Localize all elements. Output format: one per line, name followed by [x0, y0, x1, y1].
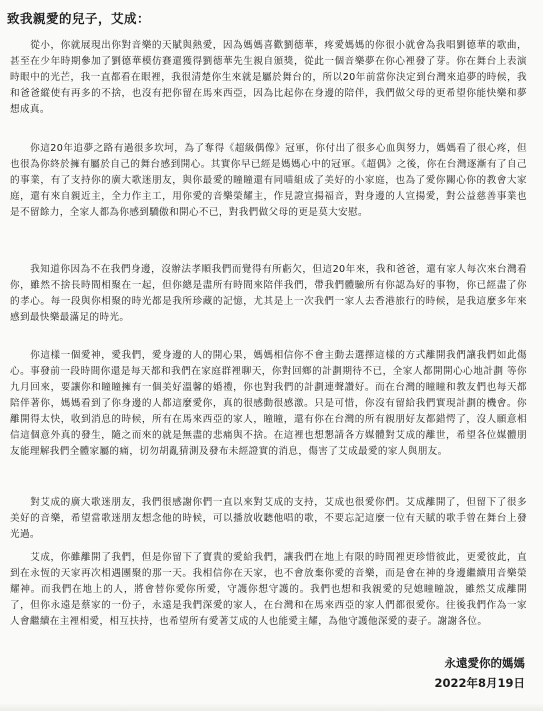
- paragraph-2: [10, 141, 527, 221]
- paragraph-5-text: 對艾成的廣大歌迷朋友，我們很感謝你們一直以來對艾成的支持，艾成也很愛你們。艾成離開了，但留下了很多美好的音樂，希望當歌迷朋友想念他的時候，可以播放收聽他唱的歌，不要忘記這麼一位有天賦的歌手曾在舞台上發光過。: [10, 497, 527, 540]
- letter-heading: 致我親愛的兒子，艾成：: [7, 11, 151, 26]
- paragraph-5: [10, 495, 527, 543]
- paragraph-4-text: 你這樣一個愛神，愛我們，愛身邊的人的開心果，媽媽相信你不會主動去選擇這樣的方式離開我們讓我們如此傷心。事發前一段時間你還是每天都和我們在家庭群裡聊天，你對回鄉的計劃期待不已，全家人都開開心心地計劃 等你九月回來，要讓你和瞳瞳擁有一個美好溫馨的婚禮，你也對我們的計劃連聲讚好。而在台灣的瞳瞳和教友們也每天都陪伴著你，媽媽看到了你身邊的人都這麼愛你，真的很感動很感激。只是可惜，你沒有留給我們實現計劃的機會。你離開得太快，收到消息的時候，所有在馬來西亞的家人，瞳瞳，還有你在台灣的所有親朋好友都錯愕了，沒人願意相信這個意外真的發生，隨之而來的就是無盡的悲痛與不捨。在這裡也想懇請各方媒體對艾成的離世，希望各位媒體朋友能理解我們全體家屬的痛，切勿胡亂猜測及發布未經證實的消息，傷害了艾成最愛的家人與朋友。: [10, 350, 527, 457]
- paragraph-3-text: 我知道你因為不在我們身邊，沒辦法孝順我們而覺得有所虧欠，但這20年來，我和爸爸，還有家人每次來台灣看你，雖然不捨長時間相聚在一起，但你總是盡所有時間來陪伴我們，帶我們體驗所有你認為好的事物，你已經盡了你的孝心。每一段與你相聚的時光都是我所珍藏的記憶，尤其是上一次我們一家人去香港旅行的時候，是我這麼多年來感到最快樂最滿足的時光。: [10, 264, 527, 323]
- paragraph-2-text: 你這20年追夢之路有過很多坎坷，為了奪得《超級偶像》冠軍，你付出了很多心血與努力，媽媽看了很心疼，但也很為你終於擁有屬於自己的舞台感到開心。其實你早已經是媽媽心中的冠軍。《超偶》之後，你在台灣逐漸有了自己的事業，有了支持你的廣大歌迷朋友，與你最愛的瞳瞳還有同喵組成了美好的小家庭，也為了愛你關心你的教會大家庭，還有來自親近主，全力作主工，用你愛的音樂榮耀主，作見證宣揚福音，對身邊的人宣揚愛，對公益慈善事業也是不留餘力，全家人都為你感到驕傲和開心不已，對我們做父母的更是莫大安慰。: [10, 143, 527, 218]
- paragraph-1-text: 從小，你就展現出你對音樂的天賦與熱愛，因為媽媽喜歡劉德華，疼愛媽媽的你很小就會為我唱劉德華的歌曲，甚至在少年時期參加了劉德華模仿賽還獲得劉德華先生親自頒獎，從此一個音樂夢在你心裡發了芽。你在舞台上表演時眼中的光芒，我一直都看在眼裡，我很清楚你生來就是屬於舞台的，所以20年前當你決定到台灣來追夢的時候，我和爸爸縱使有再多的不捨，也沒有把你留在馬來西亞，因為比起你在身邊的陪伴，我們做父母的更希望你能快樂和夢想成真。: [10, 40, 527, 115]
- paragraph-6: [10, 550, 527, 630]
- paragraph-4: [10, 348, 527, 460]
- letter-date: 2022年8月19日: [434, 676, 525, 690]
- paragraph-1: [10, 38, 527, 118]
- signature: 永遠愛你的媽媽: [444, 656, 525, 670]
- page-bottom-edge: [0, 703, 543, 711]
- paragraph-3: [10, 262, 527, 326]
- paragraph-6-text: 艾成，你雖離開了我們，但是你留下了寶貴的愛給我們，讓我們在地上有限的時間裡更珍惜彼此，更愛彼此，直到在永恆的天家再次相遇團聚的那一天。我相信你在天家，也不會放棄你愛的音樂，而是會在神的身邊繼續用音樂榮耀神。而我們在地上的人，將會替你愛你所愛，守護你想守護的。我們也想和我親愛的兒媳瞳瞳說，雖然艾成離開了，但你永遠是蔡家的一份子，永遠是我們深愛的家人，在台灣和在馬來西亞的家人們都很愛你。往後我們作為一家人會繼續在主裡相愛，相互扶持，也希望所有愛著艾成的人也能愛主耀，為他守護他深愛的妻子。謝謝各位。: [10, 552, 527, 627]
